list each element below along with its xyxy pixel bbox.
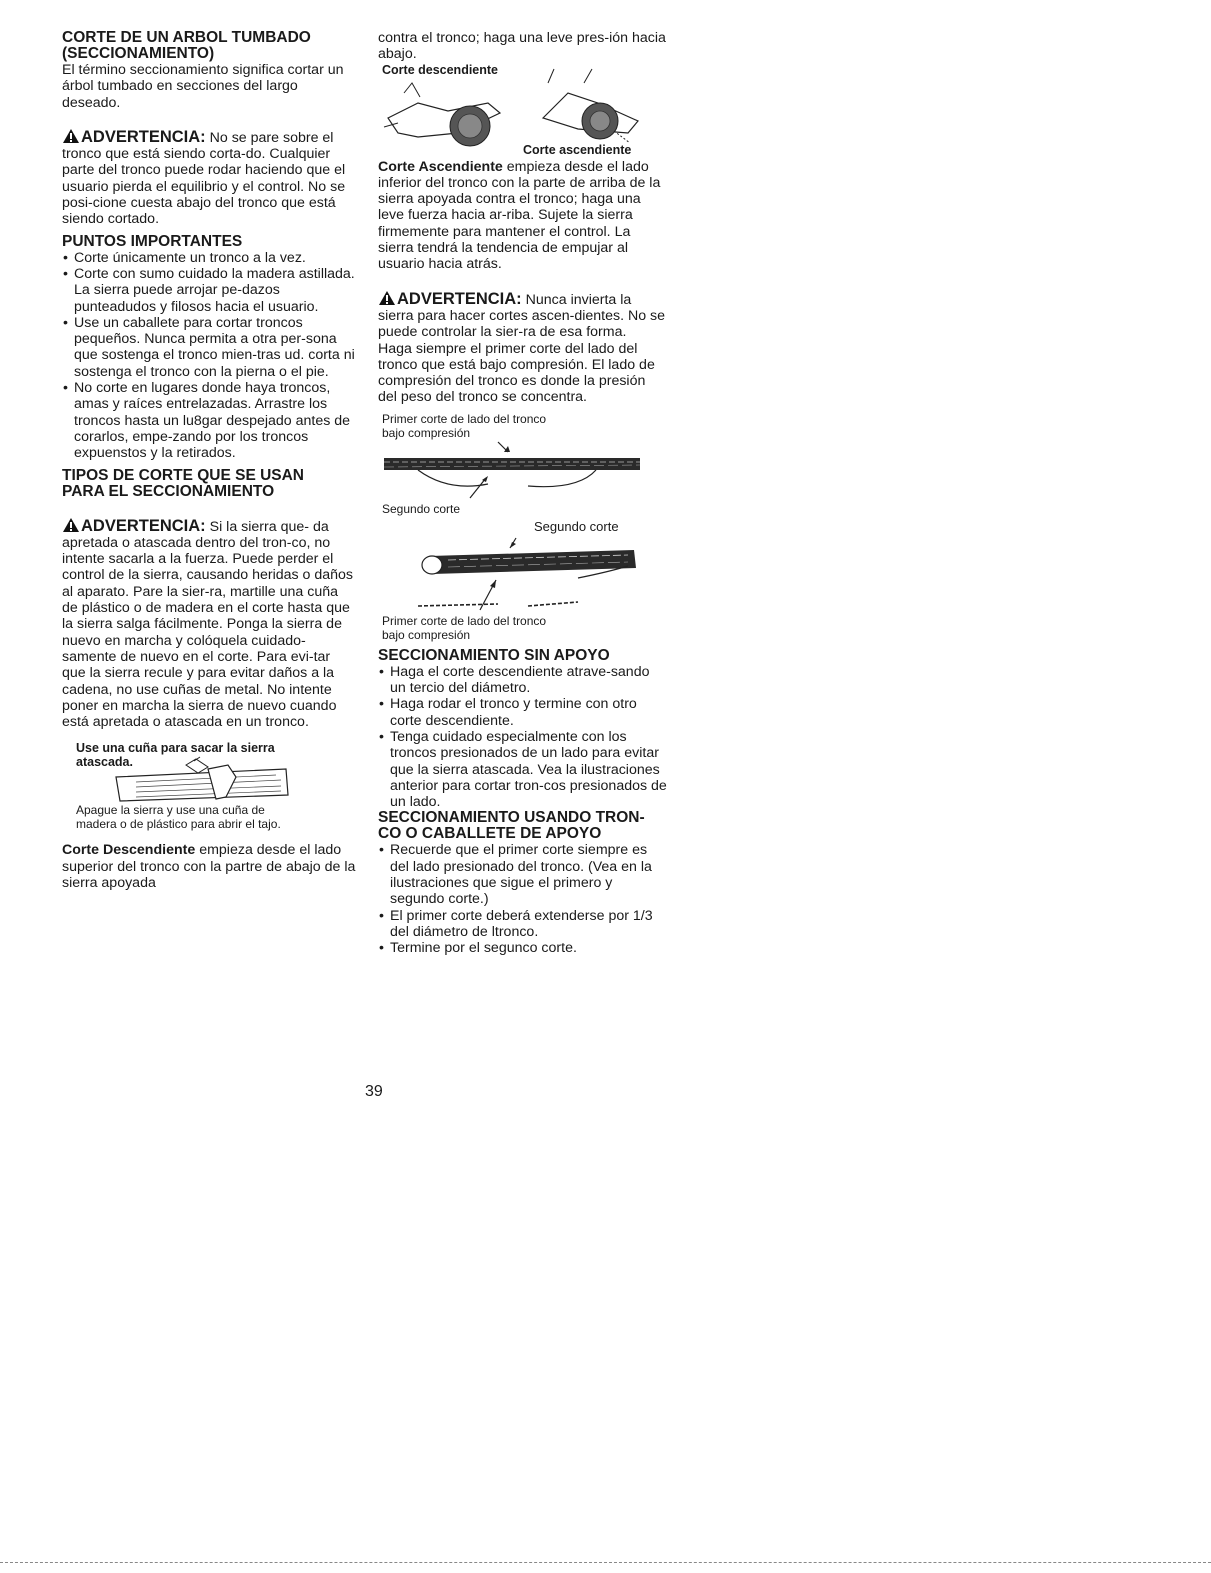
warning-label: ADVERTENCIA: — [81, 127, 206, 146]
fig2-label-top-sub: bajo compresión — [382, 425, 471, 440]
list-item: • Tenga cuidado especialmente con los troncos presionados de un lado para evitar que la sierra atascada. Vea la ilustraciones anterior para cortar tron-cos presionados de un lado. — [378, 729, 668, 810]
tipos-heading-sub: PARA EL SECCIONAMIENTO — [62, 482, 275, 500]
list-item: • Corte con sumo cuidado la madera astillada. La sierra puede arrojar pe-dazos punteadudos y filosos hacia el usuario. — [62, 266, 357, 315]
list-item: • Haga rodar el tronco y termine con otro corte descendiente. — [378, 696, 668, 729]
right-column — [378, 30, 668, 957]
intro-paragraph: El término seccionamiento significa cortar un árbol tumbado en secciones del largo deseado. — [62, 62, 344, 111]
warning-text: la sierra para hacer cortes ascen-dientes. No se puede controlar la sier-ra de esa forma. — [378, 291, 666, 341]
compression-figure-2 — [378, 520, 668, 642]
warning-triangle-icon — [62, 128, 80, 144]
compression-paragraph: Haga siempre el primer corte del lado del tronco que está bajo compresión. El lado de compresión del tronco es donde la presión del peso del tronco se concentra. — [378, 340, 655, 406]
warning-block-2 — [62, 517, 357, 731]
list-item: • Recuerde que el primer corte siempre es del lado presionado del tronco. (Vea en la ilustraciones que sigue el primero y segundo corte.) — [378, 842, 668, 907]
wedge-log-illustration — [76, 755, 296, 803]
fig3-label-top: Segundo corte — [534, 518, 619, 534]
warning-label: ADVERTENCIA: — [397, 289, 522, 308]
list-item: • No corte en lugares donde haya troncos, amas y raíces entrelazadas. Arrastre los troncos hasta un lu8gar despejado antes de corarlos, empe-zando por los troncos expuenstos y la retirados. — [62, 380, 357, 461]
page-number: 39 — [365, 1083, 383, 1100]
sin-apoyo-list — [378, 664, 668, 811]
list-item: • Termine por el segunco corte. — [378, 940, 668, 956]
corte-descendiente-text: empieza desde el lado superior del tronco con la partre de abajo de la sierra apoyada — [62, 842, 356, 891]
compression-figure-1 — [378, 412, 668, 516]
fig2-label-bottom: Segundo corte — [382, 501, 461, 516]
warning-block-3 — [378, 290, 668, 341]
warning-text: da apretada o atascada dentro del tron-co, no intente sacarla a la fuerza. Puede perder el control de la sierra, causando heridas o daños al aparato. Pare la sier-ra, martille una cuña de plástico o de madera en el corte hasta que la sierra salga fácilmente. Ponga la sierra de nuevo en marcha y colóquela cuidado-samente de nuevo en el corte. Para evi-tar que la sierra recule y para evitar daños a la cadena, no use cuñas de metal. No intente poner en marcha la sierra de nuevo cuando está apretada o atascada en un tronco. — [62, 518, 354, 731]
con-apoyo-heading: SECCIONAMIENTO USANDO TRON- — [378, 809, 645, 827]
warning-lead: Nunca invierta — [525, 291, 617, 308]
sin-apoyo-heading: SECCIONAMIENTO SIN APOYO — [378, 646, 610, 664]
corte-ascendiente-paragraph — [378, 159, 668, 273]
warning-lead: No se pare — [209, 129, 280, 146]
wedge-caption-sub: atascada. — [76, 755, 133, 770]
list-item: • Use un caballete para cortar troncos pequeños. Nunca permita a otra per-sona que sostenga el tronco mien-tras ud. corta ni sostenga el tronco con la pierna o el pie. — [62, 315, 357, 380]
corte-ascendiente-label: Corte Ascendiente — [378, 158, 503, 175]
warning-block-1 — [62, 128, 357, 228]
list-item: • Haga el corte descendiente atrave-sando un tercio del diámetro. — [378, 664, 668, 697]
fig-ascendiente-label: Corte ascendiente — [523, 142, 632, 157]
log-compression-illustration — [378, 440, 648, 502]
puntos-list — [62, 250, 357, 462]
corte-descendiente-paragraph — [62, 842, 357, 891]
fig2-label-top: Primer corte de lado del tronco — [382, 411, 547, 426]
list-item: • Corte únicamente un tronco a la vez. — [62, 250, 357, 266]
fig3-label-bottom: Primer corte de lado del tronco — [382, 613, 547, 628]
cut-directions-figure — [378, 63, 668, 159]
section-title-sub: (SECCIONAMIENTO) — [62, 45, 215, 62]
tipos-heading: TIPOS DE CORTE QUE SE USAN — [62, 466, 305, 484]
warning-triangle-icon — [62, 517, 80, 533]
wedge-caption: Use una cuña para sacar la sierra — [76, 741, 275, 756]
warning-lead: Si la sierra que- — [209, 518, 309, 535]
puntos-heading: PUNTOS IMPORTANTES — [62, 232, 243, 250]
wedge-note: Apague la sierra y use una cuña de — [76, 803, 265, 818]
continuation-paragraph: contra el tronco; haga una leve pres-ión hacia abajo. — [378, 30, 666, 63]
list-item: • El primer corte deberá extenderse por 1/3 del diámetro de ltronco. — [378, 908, 668, 941]
con-apoyo-heading-sub: CO O CABALLETE DE APOYO — [378, 825, 602, 843]
bottom-rule — [0, 1562, 1211, 1563]
warning-label: ADVERTENCIA: — [81, 516, 206, 535]
corte-descendiente-label: Corte Descendiente — [62, 842, 196, 859]
supported-log-illustration — [378, 534, 648, 614]
wedge-note-sub: madera o de plástico para abrir el tajo. — [76, 817, 281, 832]
warning-text: sobre el tronco que está siendo corta-do. Cualquier parte del tronco puede rodar haciendo que el usuario pierda el equilibrio y el control. No se posi-cione cuesta abajo del tronco que está siendo cortado. — [62, 129, 346, 228]
fig3-label-bottom-sub: bajo compresión — [382, 627, 471, 642]
con-apoyo-list — [378, 842, 668, 956]
warning-triangle-icon — [378, 290, 396, 306]
section-title: CORTE DE UN ARBOL TUMBADO — [62, 29, 311, 46]
corte-ascendiente-text: empieza desde el lado inferior del tronco con la parte de arriba de la sierra apoyada contra el tronco; haga una leve fuerza hacia ar-riba. Sujete la sierra firmemente para mantener el control. La sierra tendrá la tendencia de empujar al usuario hacia atrás. — [378, 158, 661, 273]
wedge-figure — [76, 741, 357, 831]
fig-descendiente-label: Corte descendiente — [382, 62, 499, 77]
left-column — [62, 30, 357, 891]
